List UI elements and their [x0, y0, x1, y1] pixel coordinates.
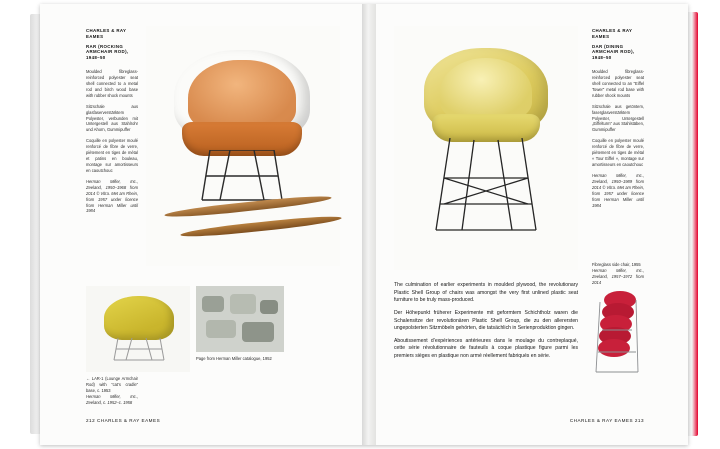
right-caption-en: Moulded fibreglass-reinforced polyester seat shell connected to an “Eiffel Tower” metal rod base with rubber shock mounts: [592, 69, 644, 98]
lar-caption-title: ← LAR-1 (Lounge Armchair Rod) with “cat’s cradle” base, c. 1953: [86, 376, 138, 393]
left-page: [40, 4, 366, 445]
left-page-folio: 212 CHARLES & RAY EAMES: [86, 418, 161, 423]
left-caption-column: [86, 28, 138, 219]
dar-shell-inner: [440, 58, 532, 120]
right-page: [370, 4, 688, 445]
right-caption-fr: Coquille en polyester moulé renforcé de fibre de verre, piètement en tiges de métal « Tour Eiffel », montage sur amortisseurs en caoutchouc: [592, 138, 644, 167]
lar-chair-photo: [86, 286, 190, 372]
book-spread: [40, 4, 688, 445]
lar-caption-block: [86, 376, 138, 406]
left-caption-de: Sitzschale aus glasfaserverstärktem Polyester, verbunden mit Untergestell aus Stahlrohr und Ahorn, Gummipuffer: [86, 103, 138, 133]
dar-eiffel-tower-base-icon: [428, 138, 544, 238]
right-caption-de: Sitzschale aus getöntem, faserglasverstärktem Polyester, Untergestell „Eiffelturm“ aus Stahlstäben, Gummipuffer: [592, 103, 644, 133]
stacked-side-chairs-photo: [586, 286, 644, 378]
rar-runner-back: [180, 214, 342, 240]
right-caption-credit: Herman Miller, Inc., Zeeland, 1950–1989 from 2014 © Vitra. Met am Rhein, from 1957 under licence from Herman Miller until 1984: [592, 172, 644, 208]
left-designer-heading: CHARLES & RAY EAMES: [86, 28, 127, 39]
catalogue-caption: [196, 356, 284, 362]
right-caption-column: [592, 28, 644, 213]
lar-caption-credit: Herman Miller, Inc., Zeeland, c. 1952–c. 1958: [86, 393, 138, 405]
open-book: [30, 4, 696, 445]
left-caption-credit: Herman Miller, Inc., Zeeland, 1950–1968 from 2014 © Vitra. Met am Rhein, from 1957 under licence from Herman Miller until 1984: [86, 178, 138, 214]
right-body-text: [394, 282, 578, 366]
stacked-chairs-illustration: [586, 286, 644, 378]
rar-rocking-chair-photo: [146, 26, 340, 266]
lar-shell: [104, 296, 174, 340]
fibreglass-caption-title: Fibreglass side chair, 1955: [592, 262, 641, 267]
lar-cats-cradle-base-icon: [112, 338, 166, 364]
body-paragraph-de: Der Höhepunkt früherer Experimente mit geformtem Schichtholz waren die Schalensitze der revolutionären Plastic Shell Group, die zu den allerersten ungepolsterten Sitzmöbeln gehörten, die tatsächlich in Serienproduktion gingen.: [394, 309, 578, 332]
rar-wire-base-icon: [200, 150, 284, 204]
left-object-heading: RAR (ROCKING ARMCHAIR ROD), 1948–50: [86, 43, 129, 61]
rar-shell-inner: [188, 60, 296, 130]
fibreglass-caption-credit: Herman Miller, Inc., Zeeland, 1957–1972 from 2014: [592, 267, 644, 285]
body-paragraph-fr: Aboutissement d’expériences antérieures dans le moulage du contreplaqué, cette série révolutionnaire de fauteuils à coque plastique figure parmi les premiers sièges en plastique non armé réellement fabriqués en série.: [394, 337, 578, 360]
herman-miller-catalogue-photo: [196, 286, 284, 352]
dar-armchair-photo: [394, 26, 578, 270]
catalogue-caption-text: Page from Herman Miller catalogue, 1952: [196, 356, 272, 361]
right-designer-heading: CHARLES & RAY EAMES: [592, 28, 633, 39]
right-object-heading: DAR (DINING ARMCHAIR ROD), 1948–50: [592, 43, 635, 61]
body-paragraph-en: The culmination of earlier experiments in moulded plywood, the revolutionary Plastic Shell Group of chairs was amongst the very first unlined plastic seat furniture to be truly mass-produced.: [394, 282, 578, 304]
left-caption-fr: Coquille en polyester moulé renforcé de fibre de verre, piètement en tiges de métal et patins en bouleau, montage sur amortisseurs en caoutchouc: [86, 138, 138, 173]
right-page-folio: CHARLES & RAY EAMES 213: [569, 418, 644, 423]
book-gutter: [362, 4, 376, 445]
fibreglass-chair-caption: [592, 262, 644, 286]
left-caption-en: Moulded fibreglass-reinforced polyester seat shell connected to a metal rod and birch wood base with rubber shock mounts: [86, 69, 138, 98]
